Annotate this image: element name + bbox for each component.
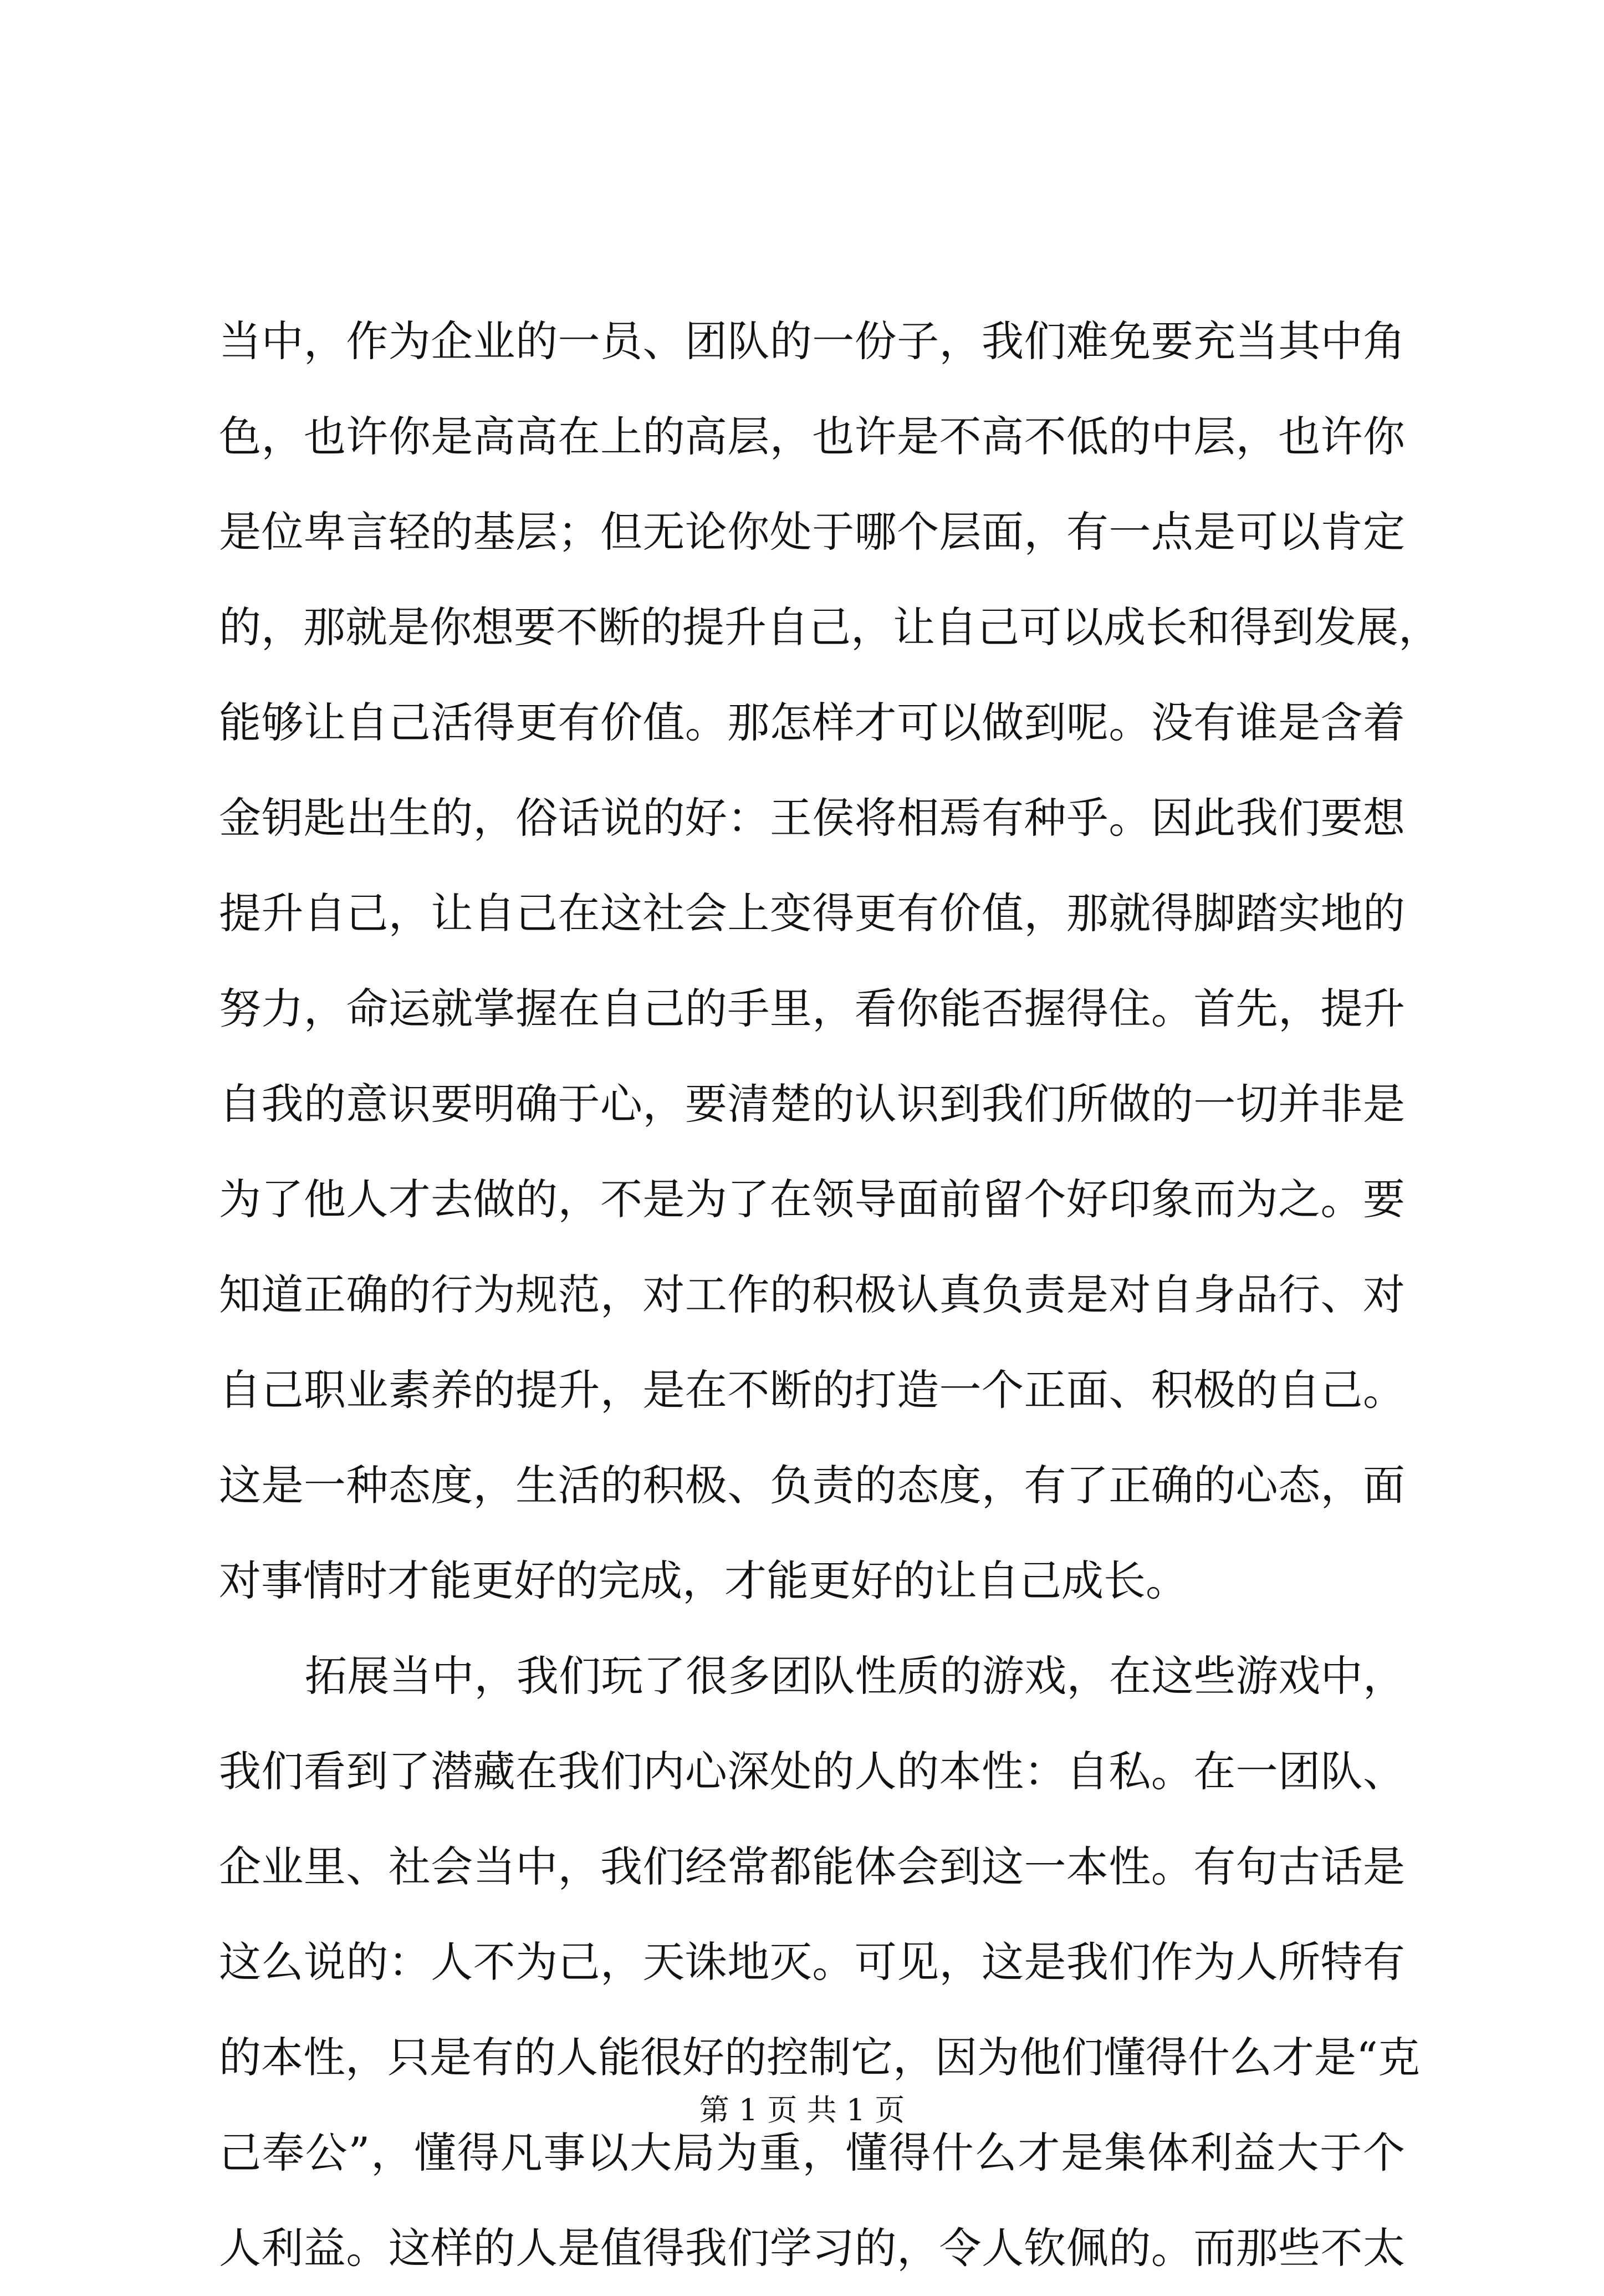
text-line: 知道正确的行为规范，对工作的积极认真负责是对自身品行、对 [219,1270,1405,1319]
text-line: 色，也许你是高高在上的高层，也许是不高不低的中层，也许你 [219,412,1405,461]
text-line: 的本性，只是有的人能很好的控制它，因为他们懂得什么才是“克 [219,2033,1420,2082]
page-number-footer: 第 1 页 共 1 页 [699,2093,905,2127]
text-line: 这是一种态度，生活的积极、负责的态度，有了正确的心态，面 [219,1461,1405,1510]
text-line: 金钥匙出生的，俗话说的好：王侯将相焉有种乎。因此我们要想 [219,793,1405,843]
text-line: 自我的意识要明确于心，要清楚的认识到我们所做的一切并非是 [219,1079,1405,1129]
text-line: 当中，作为企业的一员、团队的一份子，我们难免要充当其中角 [219,317,1405,366]
text-line: 为了他人才去做的，不是为了在领导面前留个好印象而为之。要 [219,1175,1405,1224]
text-line: 我们看到了潜藏在我们内心深处的人的本性：自私。在一团队、 [219,1747,1405,1796]
text-line: 能够让自己活得更有价值。那怎样才可以做到呢。没有谁是含着 [219,698,1405,747]
text-line: 自己职业素养的提升，是在不断的打造一个正面、积极的自己。 [219,1365,1405,1415]
text-line: 企业里、社会当中，我们经常都能体会到这一本性。有句古话是 [219,1842,1405,1891]
text-line: 努力，命运就掌握在自己的手里，看你能否握得住。首先，提升 [219,984,1405,1033]
text-line: 提升自己，让自己在这社会上变得更有价值，那就得脚踏实地的 [219,889,1405,938]
text-line: 的，那就是你想要不断的提升自己，让自己可以成长和得到发展， [219,603,1440,652]
body-text [219,294,1440,2296]
text-line: 是位卑言轻的基层；但无论你处于哪个层面，有一点是可以肯定 [219,507,1405,557]
paragraph-first-line: 拓展当中，我们玩了很多团队性质的游戏，在这些游戏中， [305,1651,1405,1701]
text-line: 这么说的：人不为己，天诛地灭。可见，这是我们作为人所特有 [219,1937,1405,1987]
text-line: 人利益。这样的人是值得我们学习的，令人钦佩的。而那些不太 [219,2223,1405,2273]
text-line: 对事情时才能更好的完成，才能更好的让自己成长。 [219,1556,1188,1605]
text-line: 己奉公”，懂得凡事以大局为重，懂得什么才是集体利益大于个 [219,2128,1405,2177]
